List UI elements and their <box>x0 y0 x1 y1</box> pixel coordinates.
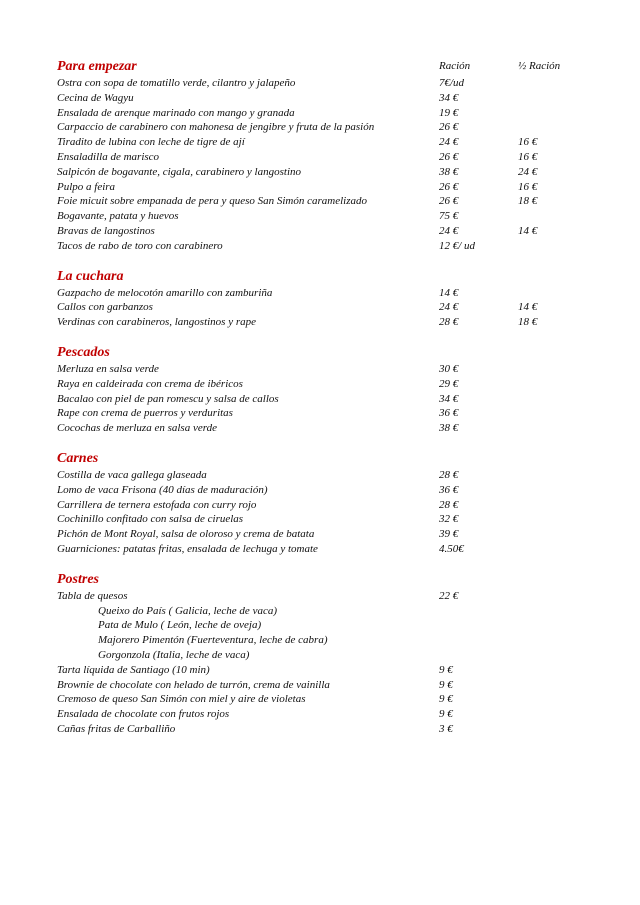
price-racion: 38 € <box>439 422 459 435</box>
column-header-racion: Ración <box>439 60 471 72</box>
dish-name: Carrillera de ternera estofada con curry rojo <box>57 498 257 511</box>
price-racion: 19 € <box>439 106 459 119</box>
dish-name: Ensaladilla de marisco <box>57 150 160 163</box>
price-racion: 38 € <box>439 165 459 178</box>
section-spacer <box>57 557 617 572</box>
dish-name: Bogavante, patata y huevos <box>57 210 179 223</box>
price-media-racion: 18 € <box>518 195 538 208</box>
section-la-cuchara <box>57 269 617 330</box>
menu-item <box>57 362 617 377</box>
price-racion: 39 € <box>439 528 459 541</box>
menu-item <box>57 286 617 301</box>
dish-name: Lomo de vaca Frisona (40 días de maduración) <box>57 483 268 496</box>
dish-name: Costilla de vaca gallega glaseada <box>57 468 207 481</box>
menu-item <box>57 483 617 498</box>
dish-name: Raya en caldeirada con crema de ibéricos <box>57 377 243 390</box>
menu-item <box>57 224 617 239</box>
price-racion: 26 € <box>439 180 459 193</box>
price-racion: 9 € <box>439 663 453 676</box>
dish-name: Tacos de rabo de toro con carabinero <box>57 239 223 252</box>
menu-item <box>57 165 617 180</box>
price-media-racion: 14 € <box>518 224 538 237</box>
price-racion: 28 € <box>439 468 459 481</box>
price-media-racion: 16 € <box>518 136 538 149</box>
dish-name: Bacalao con piel de pan romescu y salsa de callos <box>57 392 279 405</box>
menu-item <box>57 618 617 633</box>
menu-item <box>57 512 617 527</box>
menu-item <box>57 604 617 619</box>
dish-name: Cocochas de merluza en salsa verde <box>57 422 217 435</box>
dish-name: Cañas fritas de Carballiño <box>57 722 176 735</box>
dish-name: Salpicón de bogavante, cigala, carabinero y langostino <box>57 165 301 178</box>
menu-page <box>57 59 617 737</box>
price-racion: 7€/ud <box>439 77 465 89</box>
section-header <box>57 451 617 468</box>
section-header <box>57 345 617 362</box>
dish-name: Carpaccio de carabinero con mahonesa de jengibre y fruta de la pasión <box>57 121 375 134</box>
section-header <box>57 59 617 76</box>
section-title: Pescados <box>57 344 110 360</box>
price-racion: 24 € <box>439 136 459 149</box>
dish-name: Ensalada de arenque marinado con mango y granada <box>57 106 295 119</box>
dish-name: Ostra con sopa de tomatillo verde, cilantro y jalapeño <box>57 77 296 89</box>
section-header <box>57 572 617 589</box>
menu-item <box>57 315 617 330</box>
section-postres <box>57 572 617 737</box>
menu-item <box>57 633 617 648</box>
section-pescados <box>57 345 617 436</box>
column-header-media-racion: ½ Ración <box>518 60 561 72</box>
dish-name: Cecina de Wagyu <box>57 91 134 104</box>
dish-name: Gazpacho de melocotón amarillo con zamburiña <box>57 286 273 299</box>
price-racion: 36 € <box>439 407 459 420</box>
sub-item-name: Majorero Pimentón (Fuerteventura, leche de cabra) <box>98 634 328 647</box>
menu-item <box>57 120 617 135</box>
dish-name: Bravas de langostinos <box>57 224 155 237</box>
dish-name: Rape con crema de puerros y verduritas <box>57 407 233 420</box>
menu-item <box>57 542 617 557</box>
price-racion: 3 € <box>439 722 453 735</box>
dish-name: Merluza en salsa verde <box>57 362 159 375</box>
menu-item <box>57 135 617 150</box>
dish-name: Pichón de Mont Royal, salsa de oloroso y crema de batata <box>57 528 315 541</box>
dish-name: Foie micuit sobre empanada de pera y queso San Simón caramelizado <box>57 195 367 208</box>
price-racion: 26 € <box>439 150 459 163</box>
menu-item <box>57 421 617 436</box>
dish-name: Pulpo a feira <box>57 180 116 193</box>
menu-item <box>57 300 617 315</box>
menu-item <box>57 194 617 209</box>
section-title: Para empezar <box>57 59 137 74</box>
price-racion: 24 € <box>439 301 459 314</box>
price-racion: 24 € <box>439 224 459 237</box>
dish-name: Callos con garbanzos <box>57 301 153 314</box>
section-spacer <box>57 436 617 451</box>
price-racion: 26 € <box>439 121 459 134</box>
menu-item <box>57 209 617 224</box>
price-racion: 30 € <box>439 362 459 375</box>
menu-item <box>57 150 617 165</box>
price-racion: 36 € <box>439 483 459 496</box>
menu-item <box>57 406 617 421</box>
menu-item <box>57 392 617 407</box>
menu-item <box>57 498 617 513</box>
sub-item-name: Pata de Mulo ( León, leche de oveja) <box>98 619 262 632</box>
price-racion: 9 € <box>439 693 453 706</box>
dish-name: Brownie de chocolate con helado de turrón, crema de vainilla <box>57 678 330 691</box>
price-racion: 28 € <box>439 498 459 511</box>
sub-item-name: Queixo do País ( Galicia, leche de vaca) <box>98 604 277 617</box>
section-spacer <box>57 254 617 269</box>
price-racion: 75 € <box>439 210 459 223</box>
menu-item <box>57 589 617 604</box>
price-racion: 34 € <box>439 392 459 405</box>
menu-item <box>57 648 617 663</box>
price-racion: 12 €/ ud <box>439 239 476 252</box>
price-racion: 4.50€ <box>439 542 464 555</box>
price-media-racion: 16 € <box>518 180 538 193</box>
menu-item <box>57 239 617 254</box>
price-media-racion: 14 € <box>518 301 538 314</box>
dish-name: Verdinas con carabineros, langostinos y rape <box>57 316 257 329</box>
price-racion: 28 € <box>439 316 459 329</box>
menu-item <box>57 707 617 722</box>
price-racion: 14 € <box>439 286 459 299</box>
dish-name: Tarta líquida de Santiago (10 min) <box>57 663 210 676</box>
price-media-racion: 18 € <box>518 316 538 329</box>
menu-item <box>57 180 617 195</box>
price-racion: 34 € <box>439 91 459 104</box>
section-para-empezar <box>57 59 617 254</box>
section-carnes <box>57 451 617 557</box>
menu-item <box>57 106 617 121</box>
menu-item <box>57 663 617 678</box>
price-racion: 9 € <box>439 678 453 691</box>
price-racion: 26 € <box>439 195 459 208</box>
price-media-racion: 16 € <box>518 150 538 163</box>
sub-item-name: Gorgonzola (Italia, leche de vaca) <box>98 648 250 661</box>
menu-item <box>57 692 617 707</box>
section-title: La cuchara <box>57 268 124 284</box>
price-racion: 29 € <box>439 377 459 390</box>
menu-item <box>57 527 617 542</box>
menu-item <box>57 722 617 737</box>
menu-item <box>57 91 617 106</box>
price-racion: 32 € <box>439 513 459 526</box>
section-spacer <box>57 330 617 345</box>
dish-name: Cochinillo confitado con salsa de ciruelas <box>57 513 244 526</box>
price-racion: 22 € <box>439 589 459 602</box>
menu-item <box>57 377 617 392</box>
section-title: Carnes <box>57 450 99 466</box>
section-title: Postres <box>57 571 99 587</box>
dish-name: Tabla de quesos <box>57 589 128 602</box>
menu-item <box>57 678 617 693</box>
price-racion: 9 € <box>439 708 453 721</box>
menu-item <box>57 468 617 483</box>
dish-name: Ensalada de chocolate con frutos rojos <box>57 708 230 721</box>
dish-name: Cremoso de queso San Simón con miel y aire de violetas <box>57 693 306 706</box>
price-media-racion: 24 € <box>518 165 538 178</box>
section-header <box>57 269 617 286</box>
dish-name: Tiradito de lubina con leche de tigre de ají <box>57 136 245 149</box>
menu-item <box>57 76 617 91</box>
dish-name: Guarniciones: patatas fritas, ensalada de lechuga y tomate <box>57 542 318 555</box>
